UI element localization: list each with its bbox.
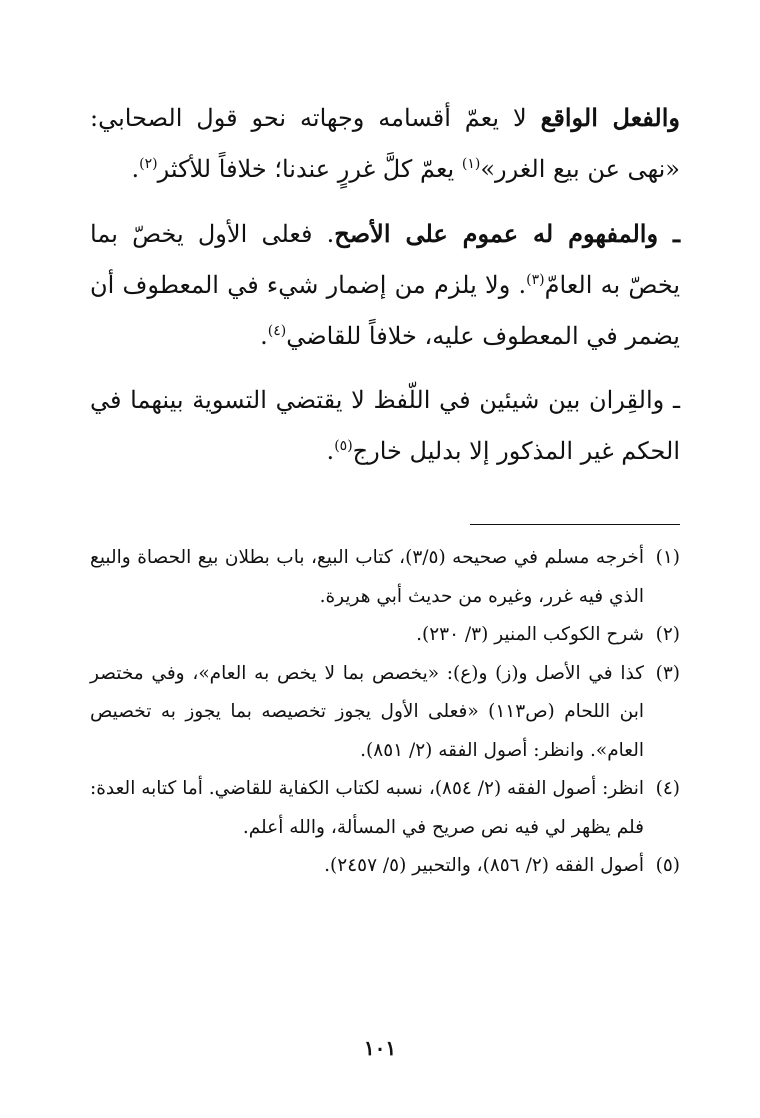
footnote-number: (٣) [655, 662, 680, 684]
footnote-ref-5[interactable]: (٥) [334, 438, 353, 454]
footnote-separator [470, 524, 680, 525]
footnote-text: انظر: أصول الفقه (٢/ ٨٥٤)، نسبه لكتاب الكفاية للقاضي. أما كتابه العدة: فلم يظهر لي فيه نص صريح في المسألة، والله أعلم. [90, 778, 645, 838]
paragraph-2 [90, 208, 680, 362]
footnote-text: شرح الكوكب المنير (٣/ ٢٣٠). [416, 624, 644, 645]
main-text [90, 92, 680, 490]
paragraph-1-text-c: . [131, 155, 140, 183]
footnote-2 [90, 616, 680, 655]
footnote-text: كذا في الأصل و(ز) و(ع): «يخصص بما لا يخص به العام»، وفي مختصر ابن اللحام (ص١١٣) «فعلى الأول يجوز تخصيصه بما يجوز به تخصيص العام». وانظر: أصول الفقه (٢/ ٨٥١). [90, 662, 644, 761]
footnote-4 [90, 770, 680, 847]
paragraph-1-text-a: لا يعمّ أقسامه وجهاته نحو قول الصحابي: «نهى عن بيع الغرر» [90, 104, 680, 183]
paragraph-3-text-a: ـ والقِران بين شيئين في اللّفظ لا يقتضي التسوية بينهما في الحكم غير المذكور إلا بدليل خارج [90, 386, 680, 465]
footnote-ref-2[interactable]: (٢) [139, 156, 158, 172]
footnote-text: أخرجه مسلم في صحيحه (٣/٥)، كتاب البيع، باب بطلان بيع الحصاة والبيع الذي فيه غرر، وغيره من حديث أبي هريرة. [90, 547, 644, 607]
paragraph-2-text-c: . [260, 322, 268, 350]
footnote-5 [90, 847, 680, 886]
footnote-number: (٢) [655, 624, 680, 645]
footnote-text: أصول الفقه (٢/ ٨٥٦)، والتحبير (٥/ ٢٤٥٧). [324, 855, 644, 876]
paragraph-2-text-b: . ولا يلزم من إضمار شيء في المعطوف أن يضمر في المعطوف عليه، خلافاً للقاضي [90, 271, 680, 350]
page-number: ١٠١ [363, 1036, 397, 1060]
footnote-ref-1[interactable]: (١) [461, 156, 481, 172]
paragraph-1 [90, 92, 680, 195]
paragraph-2-text-a: . فعلى الأول يخصّ بما يخصّ به العامّ [90, 220, 680, 299]
footnote-number: (٥) [655, 855, 680, 876]
paragraph-1-text-b: يعمّ كلَّ غررٍ عندنا؛ خلافاً للأكثر [157, 155, 462, 183]
footnote-ref-3[interactable]: (٣) [526, 272, 545, 288]
paragraph-3 [90, 375, 680, 477]
paragraph-1-heading: والفعل الواقع [540, 103, 680, 132]
footnote-number: (١) [655, 547, 680, 568]
paragraph-2-heading: ـ والمفهوم له عموم على الأصح [334, 219, 681, 248]
footnotes [90, 539, 680, 886]
footnote-3 [90, 655, 680, 771]
footnote-ref-4[interactable]: (٤) [267, 323, 287, 339]
paragraph-3-text-b: . [326, 437, 335, 465]
footnote-1 [90, 539, 680, 616]
footnote-number: (٤) [655, 778, 680, 799]
